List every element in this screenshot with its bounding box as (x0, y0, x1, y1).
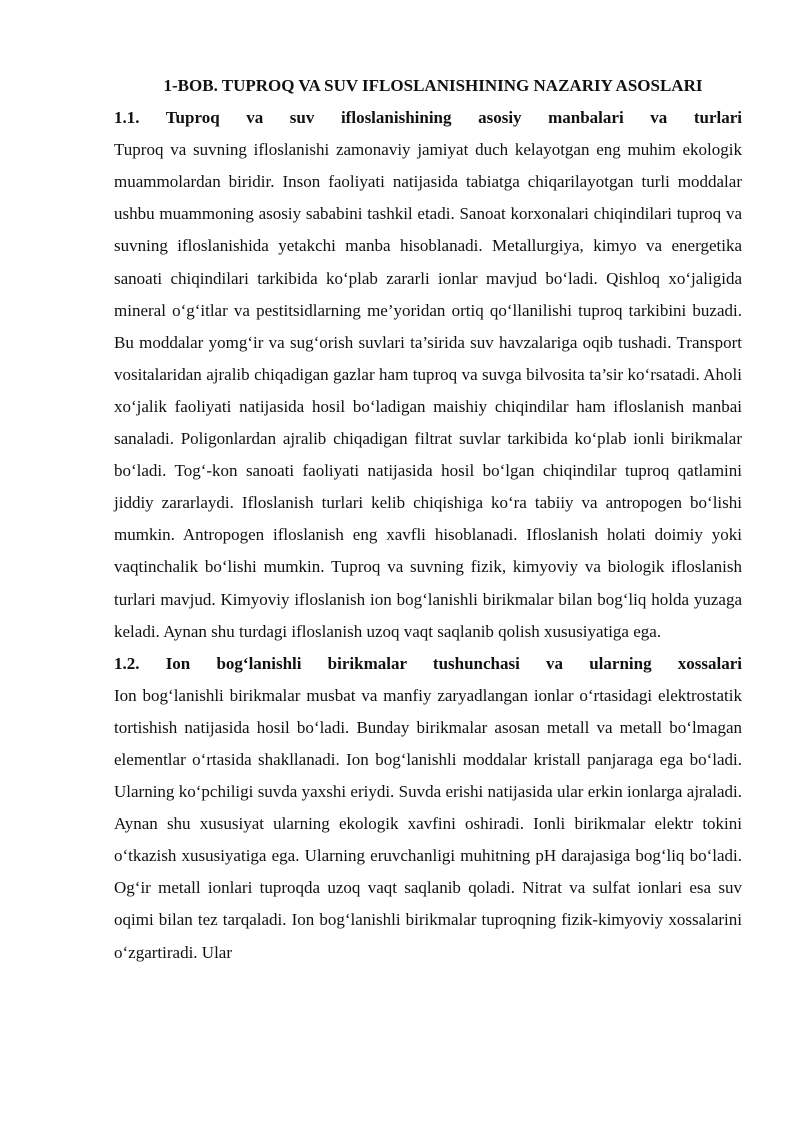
chapter-title: 1-BOB. TUPROQ VA SUV IFLOSLANISHINING NAZARIY ASOSLARI (163, 76, 703, 95)
section-paragraph-1-2: Ion bog‘lanishli birikmalar musbat va manfiy zaryadlangan ionlar o‘rtasidagi elektrostatik tortishish natijasida hosil bo‘ladi. Bunday birikmalar asosan metall va metall bo‘lmagan elementlar o‘rtasida shakllanadi. Ion bog‘lanishli moddalar kristall panjaraga ega bo‘ladi. Ularning ko‘pchiligi suvda yaxshi eriydi. Suvda erishi natijasida ular erkin ionlarga ajraladi. Aynan shu xususiyat ularning ekologik xavfini oshiradi. Ionli birikmalar elektr tokini o‘tkazish xususiyatiga ega. Ularning eruvchanligi muhitning pH darajasiga bog‘liq bo‘ladi. Og‘ir metall ionlari tuproqda uzoq vaqt saqlanib qoladi. Nitrat va sulfat ionlari esa suv oqimi bilan tez tarqaladi. Ion bog‘lanishli birikmalar tuproqning fizik-kimyoviy xossalarini o‘zgartiradi. Ular (114, 685, 742, 962)
document-page (114, 70, 742, 969)
section-paragraph-1-1: Tuproq va suvning ifloslanishi zamonaviy jamiyat duch kelayotgan eng muhim ekologik muammolardan biridir. Inson faoliyati natijasida tabiatga chiqarilayotgan turli moddalar ushbu muammoning asosiy sababini tashkil etadi. Sanoat korxonalari chiqindilari tuproq va suvning ifloslanishida yetakchi manba hisoblanadi. Metallurgiya, kimyo va energetika sanoati chiqindilari tarkibida ko‘plab zararli ionlar mavjud bo‘ladi. Qishloq xo‘jaligida mineral o‘g‘itlar va pestitsidlarning me’yoridan ortiq qo‘llanilishi tuproq tarkibini buzadi. Bu moddalar yomg‘ir va sug‘orish suvlari ta’sirida suv havzalariga oqib tushadi. Transport vositalaridan ajralib chiqadigan gazlar ham tuproq va suvga bilvosita ta’sir ko‘rsatadi. Aholi xo‘jalik faoliyati natijasida hosil bo‘ladigan maishiy chiqindilar ham ifloslanish manbai sanaladi. Poligonlardan ajralib chiqadigan filtrat suvlar tarkibida ko‘plab ionli birikmalar bo‘ladi. Tog‘-kon sanoati faoliyati natijasida hosil bo‘lgan chiqindilar tuproq qatlamini jiddiy zararlaydi. Ifloslanish turlari kelib chiqishiga ko‘ra tabiiy va antropogen bo‘lishi mumkin. Antropogen ifloslanish eng xavfli hisoblanadi. Ifloslanish holati doimiy yoki vaqtinchalik bo‘lishi mumkin. Tuproq va suvning fizik, kimyoviy va biologik ifloslanish turlari mavjud. Kimyoviy ifloslanish ion bog‘lanishli birikmalar bilan bog‘liq holda yuzaga keladi. Aynan shu turdagi ifloslanish uzoq vaqt saqlanib qolish xususiyatiga ega. (114, 140, 742, 641)
section-heading-1-2: 1.2. Ion bog‘lanishli birikmalar tushunchasi va ularning xossalari (114, 653, 742, 673)
section-heading-1-1: 1.1. Tuproq va suv ifloslanishining asosiy manbalari va turlari (114, 108, 742, 128)
